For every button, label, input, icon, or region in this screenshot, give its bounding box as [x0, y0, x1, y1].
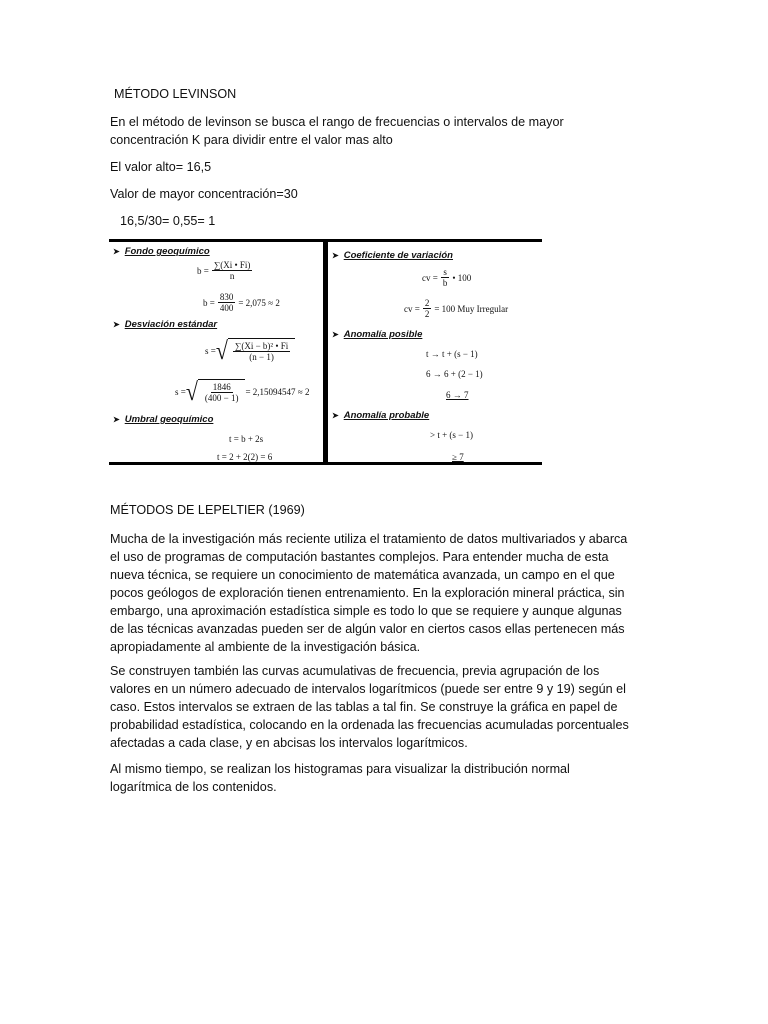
arrow-bullet-icon: ➤ — [332, 251, 339, 260]
formula-panel-left — [109, 242, 323, 462]
high-value-line: El valor alto= 16,5 — [110, 160, 212, 174]
formula-probable-1: > t + (s − 1) — [430, 430, 473, 440]
lepeltier-paragraph-2: Se construyen también las curvas acumulativas de frecuencia, previa agrupación de los valores en un número adecuado de intervalos logarítmicos (puede ser entre 9 y 19) según el caso. Estos intervalos se extraen de las tablas a tal fin. Se construye la gráfica en papel de probabilidad estadística, colocando en la ordenada las frecuencias acumuladas porcentuales afectadas a cada clase, y en abcisas los intervalos logarítmicos. — [110, 664, 629, 750]
levinson-title: MÉTODO LEVINSON — [114, 87, 237, 101]
arrow-bullet-icon: ➤ — [113, 415, 120, 424]
formula-fondo-1: b = $\frac{\sum(Xi • Fi)}{n}$ — [197, 260, 251, 281]
formula-probable-2: ≥ 7 — [452, 452, 464, 462]
division-line: 16,5/30= 0,55= 1 — [120, 214, 216, 228]
levinson-intro: En el método de levinson se busca el rango de frecuencias o intervalos de mayor concentración K para dividir entre el valor mas alto — [110, 115, 564, 147]
formula-posible-3: 6 → 7 — [446, 390, 469, 400]
formula-figure — [109, 239, 542, 465]
formula-posible-1: t → t + (s − 1) — [426, 349, 478, 359]
section-desviacion-estandar: ➤ Desviación estándar — [113, 319, 218, 330]
formula-desviacion-1: s = √ $\frac{\text{∑(Xi − b)² • Fi}}{(n - 1)}$ — [205, 338, 295, 364]
formula-coeficiente-1: cv = $\frac{s}{b}$ • 100 — [422, 267, 472, 288]
concentration-line: Valor de mayor concentración=30 — [110, 187, 298, 201]
section-umbral-geoquimico: ➤ Umbral geoquímico — [113, 414, 214, 425]
lepeltier-title: MÉTODOS DE LEPELTIER (1969) — [110, 503, 305, 517]
section-coeficiente-variacion: ➤ Coeficiente de variación — [332, 250, 453, 261]
formula-umbral-2: t = 2 + 2(2) = 6 — [217, 452, 273, 462]
arrow-bullet-icon: ➤ — [332, 411, 339, 420]
formula-panel-right — [328, 242, 542, 462]
arrow-bullet-icon: ➤ — [113, 247, 120, 256]
lepeltier-paragraph-3: Al mismo tiempo, se realizan los histogramas para visualizar la distribución normal logarítmica de los contenidos. — [110, 762, 570, 794]
formula-umbral-1: t = b + 2s — [229, 434, 264, 444]
formula-posible-2: 6 → 6 + (2 − 1) — [426, 369, 483, 379]
section-anomalia-posible: ➤ Anomalía posible — [332, 329, 423, 340]
formula-coeficiente-2: cv = $\frac{2}{2}$ = 100 Muy Irregular — [404, 298, 509, 319]
formula-desviacion-2: s = √ $\frac{1846}{(400 - 1)}$ = 2,15094547 ≈ 2 — [175, 377, 310, 406]
lepeltier-paragraph-1: Mucha de la investigación más reciente utiliza el tratamiento de datos multivariados y abarca el uso de programas de computación bastantes complejos. Para entender mucha de esta nueva técnica, se requiere un conocimiento de matemática avanzada, un campo en el que pocos geólogos de exploración tienen entrenamiento. En la exploración mineral práctica, sin embargo, una aproximación estadística simple es todo lo que se requiere y aunque algunas de las técnicas avanzadas pueden ser de algún valor en ciertos casos ellas pertenecen más apropiadamente al ambiente de la investigación básica. — [110, 532, 628, 654]
arrow-bullet-icon: ➤ — [113, 320, 120, 329]
arrow-bullet-icon: ➤ — [332, 330, 339, 339]
formula-fondo-2: b = $\frac{830}{400}$ = 2,075 ≈ 2 — [203, 292, 280, 313]
section-fondo-geoquimico: ➤ Fondo geoquímico — [113, 246, 210, 257]
section-anomalia-probable: ➤ Anomalía probable — [332, 410, 430, 421]
